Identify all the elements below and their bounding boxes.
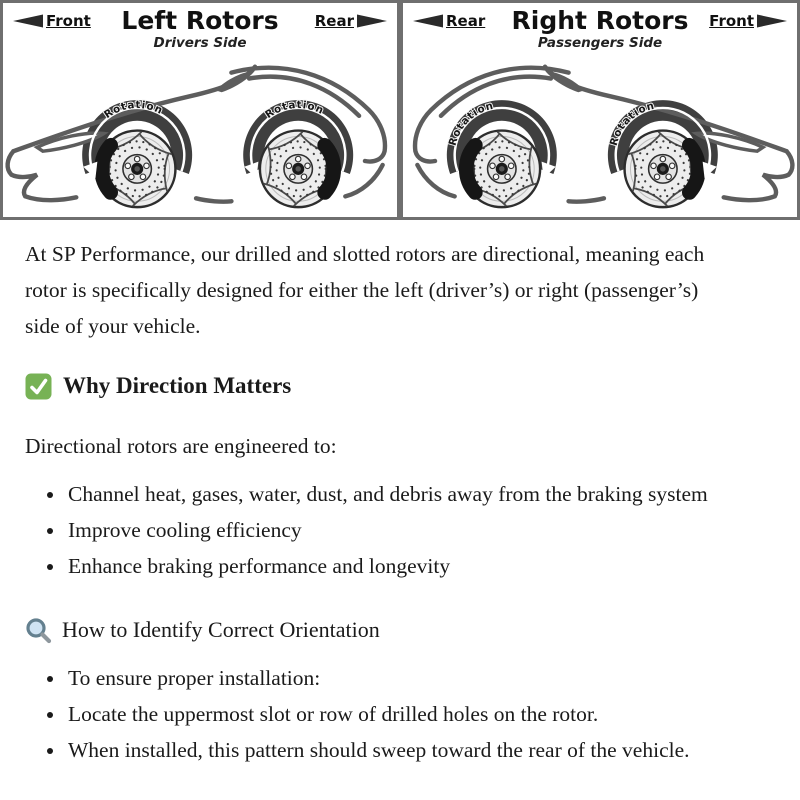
list-item: • Locate the uppermost slot or row of drilled holes on the rotor. bbox=[66, 696, 756, 732]
front-direction-label bbox=[709, 12, 787, 30]
rotation-label: Rotation bbox=[102, 98, 166, 122]
panel-subtitle: Drivers Side bbox=[153, 35, 247, 52]
list-item: • Improve cooling efficiency bbox=[66, 512, 756, 548]
check-mark-icon bbox=[25, 373, 52, 400]
article-content bbox=[0, 220, 800, 792]
panel-title: Right Rotors bbox=[511, 6, 689, 35]
right-arrow-icon bbox=[357, 13, 387, 29]
left-car-illustration bbox=[3, 53, 397, 216]
rotor-direction-diagram bbox=[0, 0, 800, 220]
right-panel-header bbox=[403, 3, 797, 53]
rotation-label: Rotation bbox=[607, 99, 657, 148]
right-arrow-icon bbox=[757, 13, 787, 29]
rear-label: Rear bbox=[314, 12, 354, 30]
intro-paragraph: At SP Performance, our drilled and slotted rotors are directional, meaning each rotor is specifically designed for either the left (driver’s) or right (passenger’s) side of your vehicle. bbox=[25, 242, 705, 338]
front-direction-label bbox=[13, 12, 91, 30]
rear-direction-label bbox=[413, 12, 485, 30]
identify-steps-list bbox=[25, 660, 756, 768]
why-direction-matters-heading bbox=[25, 368, 770, 404]
rotation-label: Rotation bbox=[446, 99, 496, 148]
engineered-intro: Directional rotors are engineered to: bbox=[25, 434, 337, 458]
front-label: Front bbox=[709, 12, 754, 30]
heading-text: How to Identify Correct Orientation bbox=[62, 617, 380, 642]
identify-orientation-heading bbox=[25, 612, 770, 648]
magnifying-glass-icon bbox=[25, 617, 52, 644]
why-benefits-list bbox=[25, 476, 756, 584]
right-car-illustration bbox=[403, 53, 797, 216]
rear-label: Rear bbox=[446, 12, 486, 30]
list-item: • When installed, this pattern should sweep toward the rear of the vehicle. bbox=[66, 732, 756, 768]
list-item: • To ensure proper installation: bbox=[66, 660, 756, 696]
front-label: Front bbox=[46, 12, 91, 30]
list-item: • Channel heat, gases, water, dust, and debris away from the braking system bbox=[66, 476, 756, 512]
right-rotors-panel bbox=[400, 0, 800, 220]
left-arrow-icon bbox=[13, 13, 43, 29]
heading-text: Why Direction Matters bbox=[63, 373, 292, 398]
left-panel-header bbox=[3, 3, 397, 53]
list-item: • Enhance braking performance and longevity bbox=[66, 548, 756, 584]
panel-subtitle: Passengers Side bbox=[537, 35, 663, 52]
rotation-label: Rotation bbox=[263, 98, 327, 122]
left-rotors-panel bbox=[0, 0, 400, 220]
panel-title: Left Rotors bbox=[121, 6, 279, 35]
left-arrow-icon bbox=[413, 13, 443, 29]
rear-direction-label bbox=[315, 12, 387, 30]
